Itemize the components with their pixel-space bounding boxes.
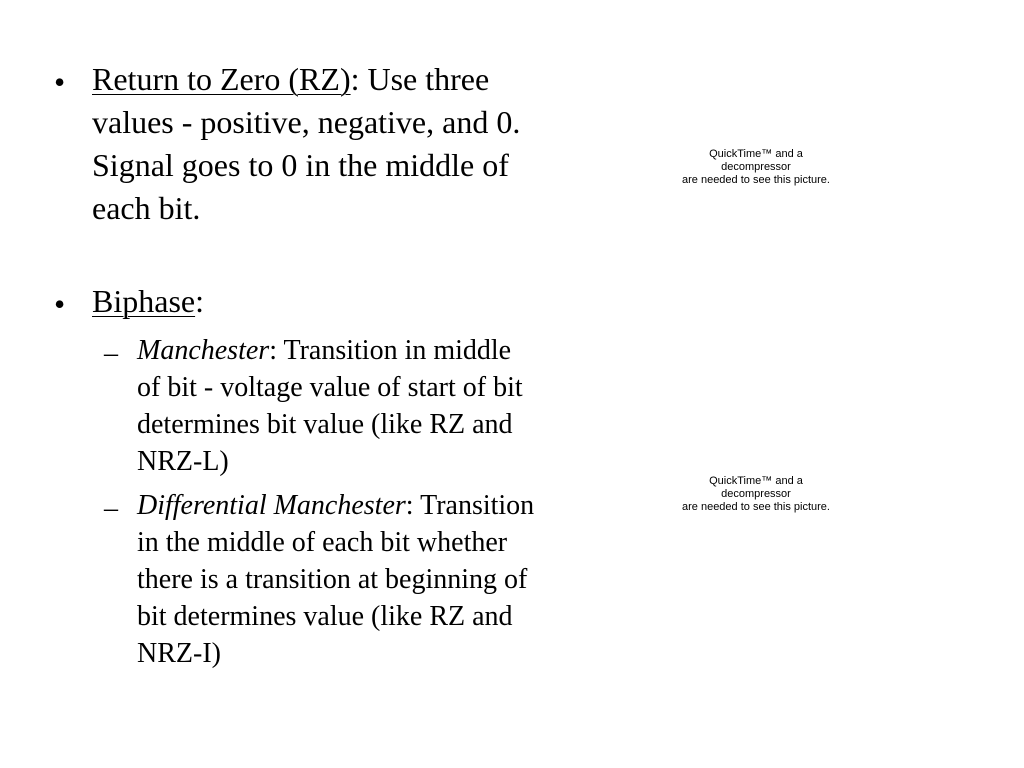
diff-manchester-text: Transition in the middle of each bit whether there is a transition at beginning of bit determines value (like RZ and NRZ-I) bbox=[137, 490, 535, 669]
rz-term: Return to Zero (RZ) bbox=[92, 61, 351, 97]
qt-line2: decompressor bbox=[721, 161, 791, 173]
sub-bullet-manchester bbox=[137, 332, 537, 480]
bullet-marker: • bbox=[54, 64, 66, 100]
biphase-sep: : bbox=[195, 283, 204, 319]
rz-text: Use three values - positive, negative, and 0. Signal goes to 0 in the middle of each bit. bbox=[92, 61, 521, 226]
bullet-biphase bbox=[92, 280, 522, 323]
qt-line3: are needed to see this picture. bbox=[682, 501, 830, 513]
qt-line3: are needed to see this picture. bbox=[682, 174, 830, 186]
manchester-text: Transition in middle of bit - voltage value of start of bit determines bit value (like RZ and NRZ-L) bbox=[137, 335, 523, 477]
bullet-marker: • bbox=[54, 286, 66, 322]
rz-sep: : bbox=[350, 61, 360, 97]
manchester-sep: : bbox=[269, 335, 277, 366]
qt-line1: QuickTime™ and a bbox=[709, 475, 803, 487]
diff-manchester-sep: : bbox=[405, 490, 414, 521]
quicktime-placeholder-1 bbox=[668, 148, 844, 187]
sub-bullet-differential-manchester bbox=[137, 487, 537, 672]
qt-line1: QuickTime™ and a bbox=[709, 148, 803, 160]
dash-marker: – bbox=[104, 338, 118, 369]
quicktime-placeholder-2 bbox=[668, 475, 844, 514]
manchester-term: Manchester bbox=[137, 335, 270, 366]
dash-marker: – bbox=[104, 493, 118, 524]
qt-line2: decompressor bbox=[721, 488, 791, 500]
biphase-term: Biphase bbox=[92, 283, 196, 319]
bullet-rz bbox=[92, 58, 522, 230]
diff-manchester-term: Differential Manchester bbox=[137, 490, 406, 521]
